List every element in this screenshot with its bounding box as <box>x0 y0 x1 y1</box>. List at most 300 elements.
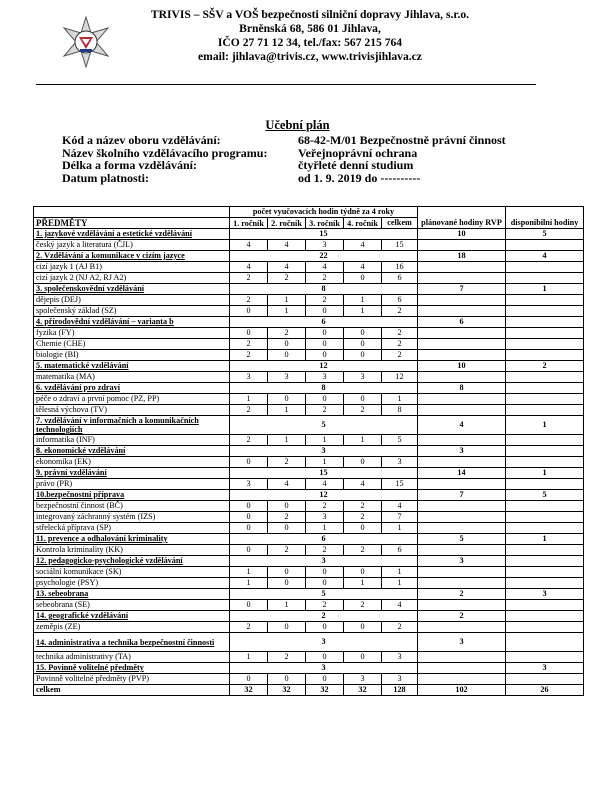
subject-row <box>34 405 584 416</box>
subject-group-row <box>34 611 584 622</box>
subject-group-name: 8. ekonomické vzdělávání <box>34 446 230 457</box>
school-name: TRIVIS – SŠV a VOŠ bezpečnosti silniční dopravy Jihlava, s.r.o. <box>150 8 470 21</box>
group-total-hours: 6 <box>230 317 418 328</box>
school-ico-phone: IČO 27 71 12 34, tel./fax: 567 215 764 <box>217 36 403 49</box>
hours-year-4: 0 <box>344 523 382 534</box>
hours-year-2: 0 <box>268 622 306 633</box>
disp-blank <box>506 372 584 383</box>
subject-name: integrovaný záchranný systém (IZS) <box>34 512 230 523</box>
subject-name: psychologie (PSY) <box>34 578 230 589</box>
total-disponible: 26 <box>506 685 584 696</box>
subject-name: Chemie (CHE) <box>34 339 230 350</box>
hours-year-3: 0 <box>306 674 344 685</box>
group-total-hours: 3 <box>230 446 418 457</box>
header-hours-per-week: počet vyučovacích hodin týdně za 4 roky <box>230 207 418 218</box>
rvp-blank <box>418 545 506 556</box>
subject-row <box>34 273 584 284</box>
school-address: Brněnská 68, 586 01 Jihlava, <box>239 22 381 35</box>
subject-group-row <box>34 284 584 295</box>
hours-year-1: 0 <box>230 523 268 534</box>
disp-blank <box>506 523 584 534</box>
subject-name: cizí jazyk 1 (AJ B1) <box>34 262 230 273</box>
subject-row <box>34 501 584 512</box>
hours-year-1: 0 <box>230 501 268 512</box>
hours-year-4: 4 <box>344 479 382 490</box>
group-disponible-hours: 1 <box>506 416 584 435</box>
group-total-hours: 22 <box>230 251 418 262</box>
col-celkem: celkem <box>382 218 418 229</box>
rvp-blank <box>418 523 506 534</box>
hours-sum: 1 <box>382 394 418 405</box>
subject-name: zeměpis (ZE) <box>34 622 230 633</box>
group-total-hours: 3 <box>230 663 418 674</box>
hours-year-2: 2 <box>268 512 306 523</box>
hours-sum: 5 <box>382 435 418 446</box>
hours-year-1: 0 <box>230 306 268 317</box>
hours-year-3: 3 <box>306 372 344 383</box>
hours-year-3: 3 <box>306 240 344 251</box>
hours-year-1: 0 <box>230 600 268 611</box>
subject-row <box>34 545 584 556</box>
group-total-hours: 2 <box>230 611 418 622</box>
subject-row <box>34 306 584 317</box>
disp-blank <box>506 652 584 663</box>
info-value: Veřejnoprávní ochrana <box>298 145 418 160</box>
rvp-blank <box>418 339 506 350</box>
group-rvp-hours: 3 <box>418 446 506 457</box>
hours-year-2: 3 <box>268 372 306 383</box>
hours-year-4: 3 <box>344 372 382 383</box>
subject-group-row <box>34 446 584 457</box>
hours-year-2: 2 <box>268 328 306 339</box>
hours-year-3: 2 <box>306 501 344 512</box>
hours-year-3: 0 <box>306 652 344 663</box>
info-value: 68-42-M/01 Bezpečnostně právní činnost <box>298 133 506 147</box>
info-key: Název školního vzdělávacího programu: <box>62 145 268 160</box>
subject-group-row <box>34 633 584 652</box>
hours-year-1: 2 <box>230 273 268 284</box>
subject-row <box>34 567 584 578</box>
rvp-blank <box>418 394 506 405</box>
subject-group-row <box>34 361 584 372</box>
hours-sum: 2 <box>382 350 418 361</box>
group-total-hours: 12 <box>230 361 418 372</box>
disp-blank <box>506 600 584 611</box>
hours-year-2: 0 <box>268 674 306 685</box>
disp-blank <box>506 273 584 284</box>
letterhead-text <box>60 8 560 64</box>
rvp-blank <box>418 262 506 273</box>
header-divider <box>36 84 536 85</box>
rvp-blank <box>418 622 506 633</box>
hours-year-2: 0 <box>268 523 306 534</box>
school-contacts: email: jihlava@trivis.cz, www.trivisjihlava.cz <box>198 50 422 63</box>
hours-year-3: 1 <box>306 457 344 468</box>
info-key: Kód a název oboru vzdělávání: <box>62 133 221 147</box>
group-rvp-hours <box>418 663 506 674</box>
hours-year-3: 2 <box>306 295 344 306</box>
hours-year-3: 0 <box>306 328 344 339</box>
hours-sum: 3 <box>382 674 418 685</box>
subject-group-name: 4. přírodovědní vzdělávání – varianta b <box>34 317 230 328</box>
total-sum: 128 <box>382 685 418 696</box>
disp-blank <box>506 350 584 361</box>
subject-row <box>34 350 584 361</box>
rvp-blank <box>418 652 506 663</box>
hours-sum: 15 <box>382 479 418 490</box>
hours-year-1: 1 <box>230 394 268 405</box>
group-disponible-hours <box>506 556 584 567</box>
curriculum-table <box>33 206 584 696</box>
hours-sum: 1 <box>382 578 418 589</box>
subject-group-row <box>34 383 584 394</box>
subject-name: fyzika (FY) <box>34 328 230 339</box>
subject-name: sociální komunikace (SK) <box>34 567 230 578</box>
hours-year-3: 2 <box>306 545 344 556</box>
hours-year-1: 2 <box>230 350 268 361</box>
group-rvp-hours: 5 <box>418 534 506 545</box>
subject-row <box>34 578 584 589</box>
hours-year-3: 0 <box>306 306 344 317</box>
rvp-blank <box>418 306 506 317</box>
group-disponible-hours: 5 <box>506 490 584 501</box>
hours-year-3: 2 <box>306 600 344 611</box>
header-blank-disp <box>506 207 584 218</box>
hours-year-1: 4 <box>230 240 268 251</box>
hours-year-3: 0 <box>306 578 344 589</box>
hours-sum: 8 <box>382 405 418 416</box>
hours-year-4: 1 <box>344 306 382 317</box>
group-rvp-hours: 2 <box>418 589 506 600</box>
hours-year-4: 2 <box>344 405 382 416</box>
hours-year-1: 0 <box>230 512 268 523</box>
group-disponible-hours <box>506 383 584 394</box>
subject-group-row <box>34 317 584 328</box>
subject-name: český jazyk a literatura (ČJL) <box>34 240 230 251</box>
hours-year-3: 3 <box>306 512 344 523</box>
disp-blank <box>506 306 584 317</box>
subject-name: střelecká příprava (SP) <box>34 523 230 534</box>
disp-blank <box>506 435 584 446</box>
subject-group-name: 10.bezpečnostní příprava <box>34 490 230 501</box>
hours-year-2: 1 <box>268 435 306 446</box>
subject-name: tělesná výchova (TV) <box>34 405 230 416</box>
subject-row <box>34 512 584 523</box>
subject-group-name: 15. Povinně volitelné předměty <box>34 663 230 674</box>
hours-year-3: 0 <box>306 339 344 350</box>
disp-blank <box>506 240 584 251</box>
hours-year-1: 0 <box>230 457 268 468</box>
disp-blank <box>506 567 584 578</box>
group-total-hours: 6 <box>230 534 418 545</box>
subject-row <box>34 240 584 251</box>
group-total-hours: 15 <box>230 468 418 479</box>
group-disponible-hours: 3 <box>506 663 584 674</box>
hours-sum: 3 <box>382 457 418 468</box>
hours-year-2: 1 <box>268 306 306 317</box>
disp-blank <box>506 674 584 685</box>
hours-year-1: 1 <box>230 578 268 589</box>
group-rvp-hours: 10 <box>418 361 506 372</box>
hours-year-2: 4 <box>268 479 306 490</box>
col-planovane-hodiny-rvp: plánované hodiny RVP <box>418 218 506 229</box>
group-rvp-hours: 7 <box>418 490 506 501</box>
hours-year-2: 2 <box>268 457 306 468</box>
rvp-blank <box>418 479 506 490</box>
group-disponible-hours: 2 <box>506 361 584 372</box>
group-disponible-hours: 4 <box>506 251 584 262</box>
hours-year-1: 2 <box>230 435 268 446</box>
hours-sum: 7 <box>382 512 418 523</box>
subject-row <box>34 372 584 383</box>
subject-row <box>34 600 584 611</box>
hours-year-4: 2 <box>344 501 382 512</box>
hours-sum: 1 <box>382 567 418 578</box>
hours-year-4: 3 <box>344 674 382 685</box>
hours-year-2: 0 <box>268 501 306 512</box>
hours-year-1: 4 <box>230 262 268 273</box>
rvp-blank <box>418 350 506 361</box>
subject-name: společenský základ (SZ) <box>34 306 230 317</box>
hours-sum: 4 <box>382 501 418 512</box>
subject-group-name: 1. jazykové vzdělávání a estetické vzdělávání <box>34 229 230 240</box>
hours-year-4: 2 <box>344 512 382 523</box>
hours-year-4: 1 <box>344 435 382 446</box>
disp-blank <box>506 545 584 556</box>
disp-blank <box>506 479 584 490</box>
subject-group-row <box>34 556 584 567</box>
subject-name: sebeobrana (SE) <box>34 600 230 611</box>
group-total-hours: 12 <box>230 490 418 501</box>
hours-year-4: 0 <box>344 273 382 284</box>
subject-name: Kontrola kriminality (KK) <box>34 545 230 556</box>
subject-row <box>34 435 584 446</box>
total-year-3: 32 <box>306 685 344 696</box>
group-rvp-hours: 8 <box>418 383 506 394</box>
header-blank-rvp <box>418 207 506 218</box>
info-row <box>62 134 542 147</box>
info-key: Délka a forma vzdělávání: <box>62 158 197 172</box>
subject-row <box>34 328 584 339</box>
program-info <box>62 134 542 184</box>
hours-year-1: 3 <box>230 372 268 383</box>
hours-year-4: 0 <box>344 457 382 468</box>
hours-year-2: 4 <box>268 240 306 251</box>
hours-year-2: 1 <box>268 600 306 611</box>
hours-year-4: 0 <box>344 622 382 633</box>
rvp-blank <box>418 600 506 611</box>
hours-year-1: 2 <box>230 339 268 350</box>
col-rocnik-2: 2. ročník <box>268 218 306 229</box>
subject-name: informatika (INF) <box>34 435 230 446</box>
group-rvp-hours: 3 <box>418 633 506 652</box>
hours-year-1: 2 <box>230 622 268 633</box>
hours-year-1: 0 <box>230 674 268 685</box>
hours-year-1: 0 <box>230 328 268 339</box>
disp-blank <box>506 262 584 273</box>
group-total-hours: 15 <box>230 229 418 240</box>
info-value: od 1. 9. 2019 do ---------- <box>298 170 421 185</box>
disp-blank <box>506 405 584 416</box>
subject-name: matematika (MA) <box>34 372 230 383</box>
subject-group-row <box>34 589 584 600</box>
rvp-blank <box>418 240 506 251</box>
subject-group-name: 5. matematické vzdělávání <box>34 361 230 372</box>
info-row <box>62 159 542 172</box>
subject-name: biologie (BI) <box>34 350 230 361</box>
rvp-blank <box>418 674 506 685</box>
hours-year-3: 0 <box>306 567 344 578</box>
hours-year-2: 2 <box>268 273 306 284</box>
hours-year-3: 0 <box>306 394 344 405</box>
hours-year-2: 2 <box>268 652 306 663</box>
subject-row <box>34 622 584 633</box>
hours-year-2: 0 <box>268 578 306 589</box>
hours-year-1: 1 <box>230 567 268 578</box>
rvp-blank <box>418 501 506 512</box>
hours-year-1: 3 <box>230 479 268 490</box>
group-rvp-hours: 7 <box>418 284 506 295</box>
subject-group-name: 13. sebeobrana <box>34 589 230 600</box>
subject-group-row <box>34 468 584 479</box>
hours-year-3: 2 <box>306 273 344 284</box>
col-disponibilni-hodiny: disponibilní hodiny <box>506 218 584 229</box>
group-disponible-hours: 3 <box>506 589 584 600</box>
group-total-hours: 8 <box>230 284 418 295</box>
hours-sum: 1 <box>382 523 418 534</box>
group-rvp-hours: 6 <box>418 317 506 328</box>
hours-sum: 12 <box>382 372 418 383</box>
info-row <box>62 172 542 185</box>
group-disponible-hours <box>506 633 584 652</box>
subject-name: technika administrativy (TA) <box>34 652 230 663</box>
hours-year-1: 1 <box>230 652 268 663</box>
group-rvp-hours: 18 <box>418 251 506 262</box>
hours-year-3: 0 <box>306 622 344 633</box>
rvp-blank <box>418 512 506 523</box>
disp-blank <box>506 622 584 633</box>
group-rvp-hours: 2 <box>418 611 506 622</box>
subject-group-row <box>34 490 584 501</box>
hours-year-4: 0 <box>344 339 382 350</box>
hours-year-3: 4 <box>306 262 344 273</box>
group-total-hours: 5 <box>230 589 418 600</box>
hours-sum: 6 <box>382 545 418 556</box>
disp-blank <box>506 339 584 350</box>
rvp-blank <box>418 567 506 578</box>
group-disponible-hours <box>506 317 584 328</box>
subject-row <box>34 262 584 273</box>
subject-name: dějepis (DEJ) <box>34 295 230 306</box>
hours-year-2: 0 <box>268 567 306 578</box>
group-rvp-hours: 10 <box>418 229 506 240</box>
subject-group-row <box>34 416 584 435</box>
subject-group-name: 6. vzdělávání pro zdraví <box>34 383 230 394</box>
hours-year-4: 0 <box>344 567 382 578</box>
total-rvp: 102 <box>418 685 506 696</box>
header-blank <box>34 207 230 218</box>
col-rocnik-4: 4. ročník <box>344 218 382 229</box>
group-rvp-hours: 3 <box>418 556 506 567</box>
hours-year-1: 0 <box>230 545 268 556</box>
hours-sum: 2 <box>382 328 418 339</box>
hours-year-2: 0 <box>268 350 306 361</box>
hours-year-4: 0 <box>344 328 382 339</box>
hours-sum: 15 <box>382 240 418 251</box>
subject-group-row <box>34 251 584 262</box>
disp-blank <box>506 328 584 339</box>
total-label: celkem <box>34 685 230 696</box>
disp-blank <box>506 457 584 468</box>
subject-name: bezpečnostní činnost (BČ) <box>34 501 230 512</box>
hours-sum: 4 <box>382 600 418 611</box>
hours-year-2: 0 <box>268 339 306 350</box>
hours-year-4: 2 <box>344 600 382 611</box>
group-disponible-hours <box>506 446 584 457</box>
group-disponible-hours: 1 <box>506 468 584 479</box>
info-key: Datum platnosti: <box>62 170 150 185</box>
subject-group-name: 11. prevence a odhalování kriminality <box>34 534 230 545</box>
rvp-blank <box>418 435 506 446</box>
hours-sum: 3 <box>382 652 418 663</box>
hours-year-2: 0 <box>268 394 306 405</box>
subject-name: péče o zdraví a první pomoc (PZ, PP) <box>34 394 230 405</box>
hours-year-1: 2 <box>230 405 268 416</box>
rvp-blank <box>418 328 506 339</box>
group-total-hours: 3 <box>230 556 418 567</box>
hours-year-4: 4 <box>344 240 382 251</box>
hours-year-4: 0 <box>344 394 382 405</box>
subject-name: Povinně volitelné předměty (PVP) <box>34 674 230 685</box>
hours-sum: 16 <box>382 262 418 273</box>
subject-group-name: 2. Vzdělávání a komunikace v cizím jazyce <box>34 251 230 262</box>
total-year-1: 32 <box>230 685 268 696</box>
group-total-hours: 8 <box>230 383 418 394</box>
subject-row <box>34 523 584 534</box>
subject-group-row <box>34 663 584 674</box>
hours-year-2: 4 <box>268 262 306 273</box>
hours-year-2: 2 <box>268 545 306 556</box>
hours-year-2: 1 <box>268 295 306 306</box>
hours-year-3: 0 <box>306 350 344 361</box>
hours-sum: 2 <box>382 306 418 317</box>
group-disponible-hours: 5 <box>506 229 584 240</box>
total-year-2: 32 <box>268 685 306 696</box>
subject-row <box>34 674 584 685</box>
group-total-hours: 3 <box>230 633 418 652</box>
subject-group-name: 9. právní vzdělávání <box>34 468 230 479</box>
subject-row <box>34 339 584 350</box>
subject-group-name: 14. administrativa a technika bezpečnostní činnosti <box>34 633 230 652</box>
subject-name: ekonomika (EK) <box>34 457 230 468</box>
page-title: Učební plán <box>265 118 330 132</box>
hours-year-3: 1 <box>306 435 344 446</box>
subject-group-row <box>34 534 584 545</box>
subject-row <box>34 479 584 490</box>
group-disponible-hours: 1 <box>506 534 584 545</box>
subject-row <box>34 457 584 468</box>
rvp-blank <box>418 273 506 284</box>
group-rvp-hours: 4 <box>418 416 506 435</box>
hours-year-4: 1 <box>344 578 382 589</box>
group-rvp-hours: 14 <box>418 468 506 479</box>
hours-year-4: 0 <box>344 652 382 663</box>
col-predmety: PŘEDMĚTY <box>34 218 230 229</box>
info-value: čtyřleté denní studium <box>298 158 414 172</box>
hours-year-2: 1 <box>268 405 306 416</box>
hours-year-4: 2 <box>344 545 382 556</box>
subject-row <box>34 394 584 405</box>
